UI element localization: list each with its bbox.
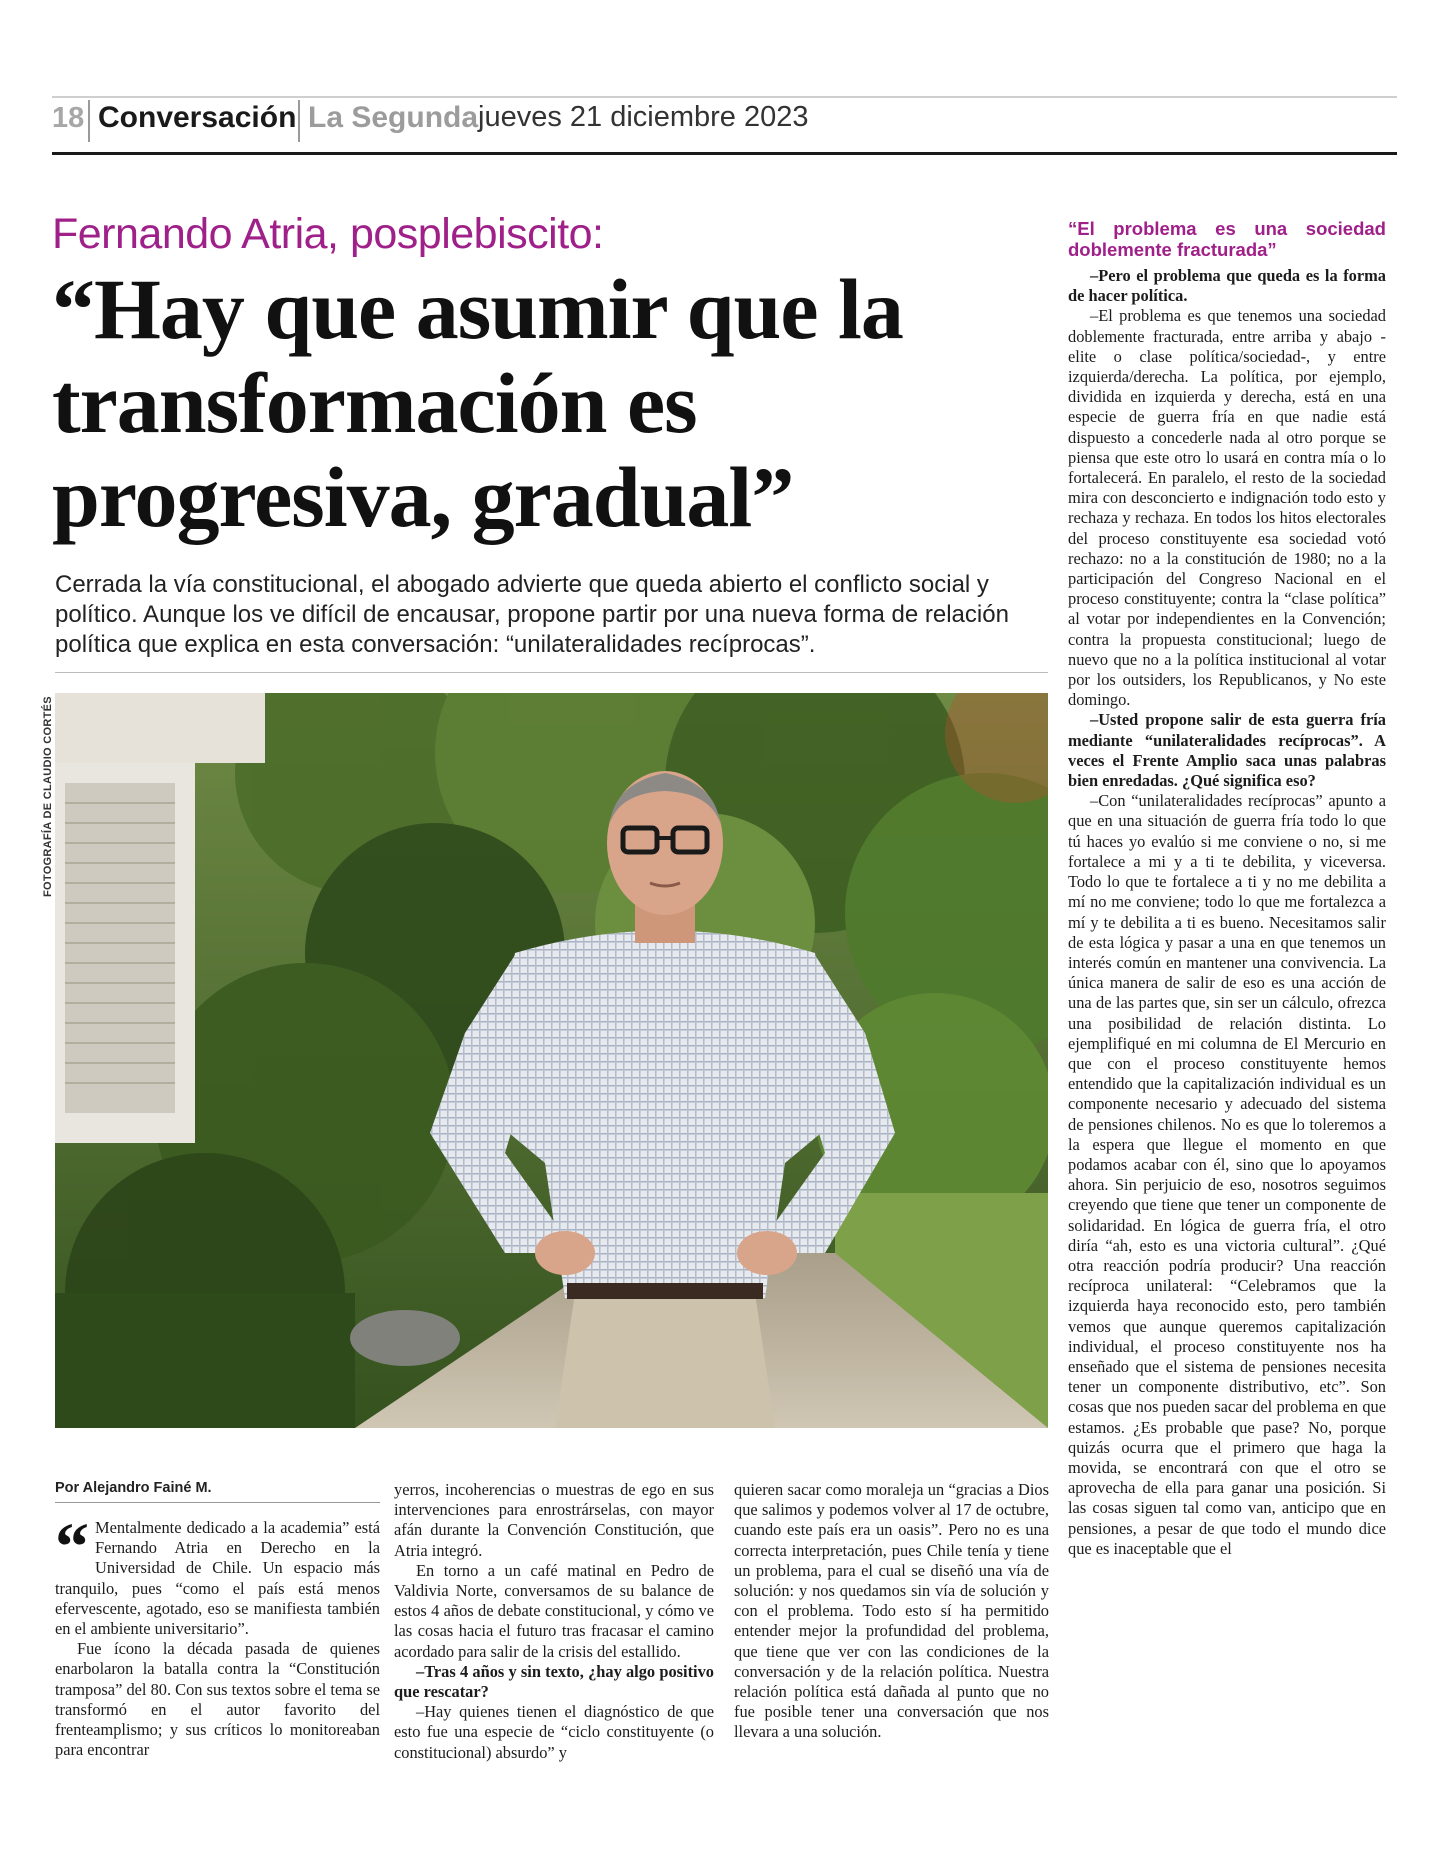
deck-rule bbox=[55, 672, 1048, 673]
header-top-rule bbox=[52, 96, 1397, 98]
body-column-3 bbox=[734, 1480, 1049, 1743]
kicker: Fernando Atria, posplebiscito: bbox=[52, 210, 604, 258]
header-separator bbox=[88, 100, 90, 142]
body-column-2 bbox=[394, 1480, 714, 1763]
newspaper-name: La Segunda bbox=[308, 101, 479, 134]
body-paragraph: En torno a un café matinal en Pedro de Valdivia Norte, conversamos de su balance de estos 4 años de debate constitucional, y cómo ve las cosas hacia el futuro tras fracasar el camino acordado para salir de la crisis del estallido. bbox=[394, 1560, 714, 1661]
section-name: Conversación bbox=[98, 101, 297, 134]
body-paragraph bbox=[55, 1508, 380, 1639]
photo-credit: FOTOGRAFÍA DE CLAUDIO CORTÉS bbox=[42, 696, 54, 897]
body-column-1 bbox=[55, 1508, 381, 1760]
drop-quote-mark: “ bbox=[55, 1508, 89, 1584]
interview-question: –Pero el problema que queda es la forma de hacer política. bbox=[1068, 266, 1386, 306]
page-number: 18 bbox=[52, 102, 85, 134]
body-paragraph: –Con “unilateralidades recíprocas” apunto a que en una situación de guerra fría todo lo que tú haces yo evalúo si me conviene o no, si me fortalece a mi y a ti te debilita, y viceversa. Todo lo que te fortalece a ti y no me debilita a mí no me conviene; todo lo que me fortalezca a mí y te debilita a ti es bueno. Necesitamos salir de esta lógica y pasar a una en que tenemos un interés común en mantener una convivencia. La única manera de salir de eso es una acción de una de las partes que, sin ser un cálculo, ofrezca una posibilidad de relación distinta. Lo ejemplifiqué en mi columna de El Mercurio en que con el proceso constituyente hemos entendido que la capitalización individual es un componente necesario y adecuado del sistema de pensiones chilenos. No es que lo toleremos a la espera que llegue el momento en que podamos acabar con él, sino que lo apoyamos ahora. Sin perjuicio de eso, nosotros seguimos creyendo que tiene que tener un componente de solidaridad. En lógica de guerra fría, el otro diría “ah, esto es una victoria cultural”. ¿Qué otra reacción podría producir? Una reacción recíproca unilateral: “Celebramos que la izquierda haya reconocido esto, pero también vemos que aunque queremos capitalización individual, el proceso constituyente nos ha enseñado que el sistema de pensiones necesita tener un componente distributivo, etc”. Son cosas que nos pueden sacar del problema en que estamos. ¿Es probable que pase? No, porque quizás ocurra que el primero que haga la movida, se encontrará con que el otro se aprovecha de ella para ganar una posición. Si las cosas siguen tal como van, anticipo que en pensiones, a pesar de que todo el mundo dice que es inaceptable que el bbox=[1068, 791, 1386, 1558]
byline: Por Alejandro Fainé M. bbox=[55, 1480, 212, 1496]
lead-text: Mentalmente dedicado a la academia” está Fernando Atria en Derecho en la Universidad de Chile. Un espacio más tranquilo, pues “como el país está menos efervescente, agotado, eso se manifiesta también en el ambiente universitario”. bbox=[55, 1518, 380, 1639]
body-paragraph: yerros, incoherencias o muestras de ego en sus intervenciones para enrostrárselas, con mayor afán durante la Convención Constitución, que Atria integró. bbox=[394, 1480, 714, 1560]
body-paragraph: quieren sacar como moraleja un “gracias a Dios que salimos y podemos volver al 17 de octubre, cuando este país era un oasis”. Pero no es una correcta interpretación, pues Chile tenía y tiene un problema, para el cual se diseñó una vía de solución: y nos quedamos sin vía de solución y con el problema. Todo esto sí ha permitido entender mejor la profundidad del problema, que tiene que ver con las condiciones de la conversación y de la relación política. Nuestra relación política está dañada al punto que no fue posible tener una conversación que nos llevara a una solución. bbox=[734, 1480, 1049, 1742]
portrait-photo bbox=[55, 693, 1048, 1428]
issue-date: jueves 21 diciembre 2023 bbox=[478, 101, 809, 133]
interview-question: –Tras 4 años y sin texto, ¿hay algo positivo que rescatar? bbox=[394, 1661, 714, 1702]
body-column-4 bbox=[1068, 218, 1386, 1559]
byline-rule bbox=[55, 1502, 380, 1503]
header-separator bbox=[298, 100, 300, 142]
headline: “Hay que asumir que la transformación es progresiva, gradual” bbox=[52, 261, 903, 545]
subheading: “El problema es una sociedad doblemente fracturada” bbox=[1068, 218, 1386, 260]
deck: Cerrada la vía constitucional, el abogado advierte que queda abierto el conflicto social y político. Aunque los ve difícil de encausar, propone partir por una nueva forma de relación política que explica en esta conversación: “unilateralidades recíprocas”. bbox=[55, 571, 1009, 658]
body-paragraph: Fue ícono la década pasada de quienes enarbolaron la batalla contra la “Constitución tramposa” del 80. Con sus textos sobre el tema se transformó en el autor favorito del frenteamplismo; y sus críticos lo monitoreaban para encontrar bbox=[55, 1639, 381, 1760]
portrait-photo-illustration bbox=[55, 693, 1048, 1428]
body-paragraph: –El problema es que tenemos una sociedad doblemente fracturada, entre arriba y abajo -elite o clase política/sociedad-, y entre izquierda/derecha. La política, por ejemplo, dividida en izquierda y derecha, está en una especie de guerra fría en que nadie está dispuesto a concederle nada al otro porque se piensa que este otro lo usará en contra mía o lo fortalecerá. En paralelo, el resto de la sociedad mira con desconcierto e indignación todo esto y rechaza y rechaza. En todos los hitos electorales del proceso constituyente esa sociedad votó rechazo: no a la constitución de 1980; no a la participación del Congreso Nacional en el proceso constituyente; contra la “clase política” al votar por independientes en la Convención; contra la propuesta constitucional; luego de nuevo que no a la política institucional al votar por los outsiders, los Republicanos, y No este domingo. bbox=[1068, 306, 1386, 710]
body-paragraph: –Hay quienes tienen el diagnóstico de que esto fue una especie de “ciclo constituyente (o constitucional) absurdo” y bbox=[394, 1702, 714, 1762]
header-bottom-rule bbox=[52, 152, 1397, 155]
interview-question: –Usted propone salir de esta guerra fría mediante “unilateralidades recíprocas”. A veces el Frente Amplio saca unas palabras bien enredadas. ¿Qué significa eso? bbox=[1068, 710, 1386, 791]
